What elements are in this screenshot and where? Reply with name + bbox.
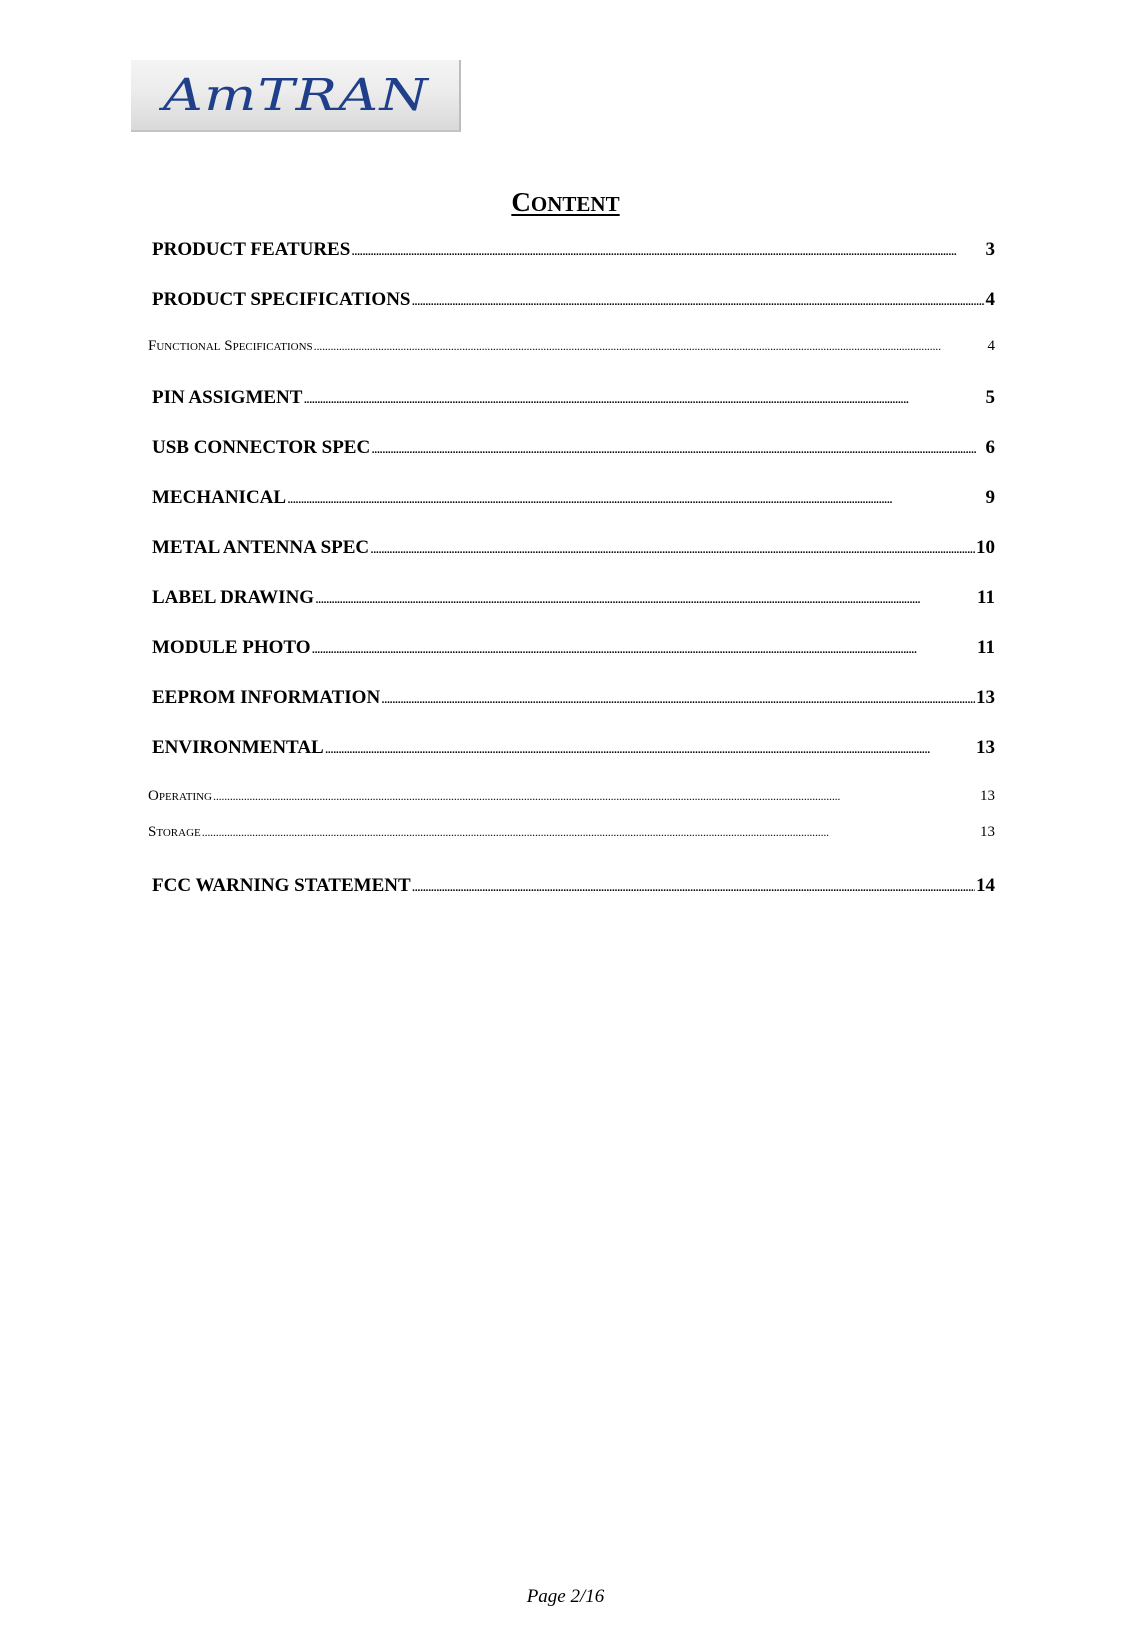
toc-entry[interactable] — [152, 436, 995, 461]
toc-entry[interactable] — [148, 786, 995, 806]
toc-entry-label: METAL ANTENNA SPEC — [152, 537, 370, 558]
company-logo — [131, 60, 461, 132]
page-number: Page 2/16 — [526, 1586, 605, 1607]
toc-entry[interactable] — [152, 586, 995, 611]
toc-entry-page: 4 — [987, 338, 995, 354]
toc-entry-page: 6 — [985, 437, 995, 458]
toc-entry[interactable] — [148, 822, 995, 842]
toc-entry-label: USB CONNECTOR SPEC — [152, 437, 371, 458]
toc-entry-page: 11 — [977, 637, 995, 658]
toc-entry[interactable] — [152, 874, 995, 899]
toc-entry-label: ENVIRONMENTAL — [152, 737, 324, 758]
amtran-logo-mark — [131, 60, 461, 132]
toc-dot-leader — [412, 874, 975, 899]
toc-dot-leader — [371, 436, 984, 461]
toc-entry-label: MECHANICAL — [152, 487, 287, 508]
toc-entry-page: 4 — [985, 289, 995, 310]
toc-entry-page: 13 — [980, 824, 995, 840]
toc-entry[interactable] — [152, 736, 995, 761]
toc-dot-leader — [381, 686, 975, 711]
toc-entry[interactable] — [152, 486, 995, 511]
toc-entry-label: MODULE PHOTO — [152, 637, 311, 658]
toc-dot-leader — [202, 822, 979, 842]
toc-dot-leader — [213, 786, 979, 806]
toc-entry-page: 14 — [976, 875, 995, 896]
toc-entry[interactable] — [152, 386, 995, 411]
toc-dot-leader — [351, 238, 984, 263]
toc-entry-page: 13 — [976, 737, 995, 758]
toc-entry[interactable] — [152, 686, 995, 711]
toc-entry-label: Storage — [148, 824, 201, 840]
toc-entry-label: Functional Specifications — [148, 338, 313, 354]
toc-entry-label: PRODUCT FEATURES — [152, 239, 351, 260]
toc-entry-page: 13 — [980, 788, 995, 804]
toc-entry-page: 13 — [976, 687, 995, 708]
toc-entry-label: LABEL DRAWING — [152, 587, 315, 608]
toc-dot-leader — [325, 736, 975, 761]
toc-entry-page: 3 — [985, 239, 995, 260]
toc-entry-label: EEPROM INFORMATION — [152, 687, 381, 708]
toc-dot-leader — [303, 386, 984, 411]
toc-entry-label: FCC WARNING STATEMENT — [152, 875, 411, 896]
toc-entry-page: 9 — [985, 487, 995, 508]
toc-dot-leader — [314, 336, 987, 356]
toc-dot-leader — [370, 536, 975, 561]
toc-dot-leader — [315, 586, 976, 611]
toc-title: CONTENT — [511, 187, 620, 217]
toc-entry[interactable] — [152, 536, 995, 561]
toc-dot-leader — [287, 486, 984, 511]
toc-entry[interactable] — [152, 636, 995, 661]
toc-entry[interactable] — [148, 336, 995, 356]
toc-entry-label: PIN ASSIGMENT — [152, 387, 303, 408]
logo-text: AmTRAN — [157, 70, 430, 121]
toc-entry-page: 11 — [977, 587, 995, 608]
toc-dot-leader — [312, 636, 977, 661]
toc-entry-page: 5 — [985, 387, 995, 408]
toc-dot-leader — [411, 288, 984, 313]
toc-entry-label: PRODUCT SPECIFICATIONS — [152, 289, 411, 310]
toc-entry-label: Operating — [148, 788, 213, 804]
toc-entry[interactable] — [152, 238, 995, 263]
toc-entry-page: 10 — [976, 537, 995, 558]
toc-entry[interactable] — [152, 288, 995, 313]
